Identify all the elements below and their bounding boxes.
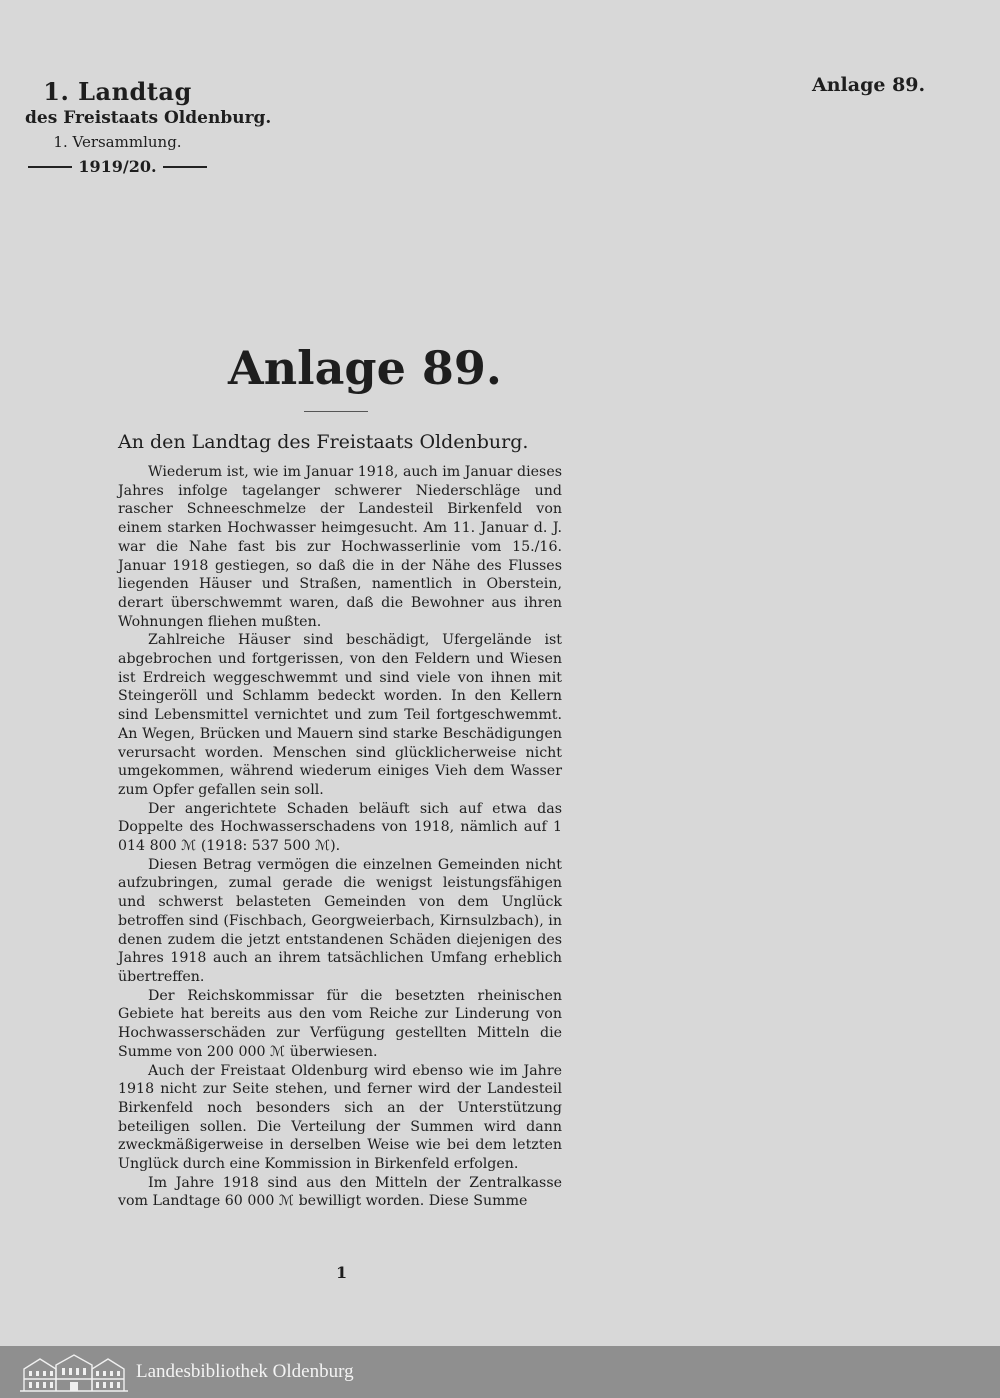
header-year-line <box>25 154 210 180</box>
header-year: 1919/20. <box>78 157 157 176</box>
paragraph: Im Jahre 1918 sind aus den Mitteln der Zentralkasse vom Landtage 60 000 ℳ bewilligt worden. Diese Summe <box>118 1174 562 1210</box>
paragraph: Auch der Freistaat Oldenburg wird ebenso wie im Jahre 1918 nicht zur Seite stehen, und ferner wird der Landesteil Birkenfeld noch besonders sich an der Unterstützung beteiligen sollen. Die Verteilung der Summen wird dann zweckmäßigerweise in derselben Weise wie bei dem letzten Unglück durch eine Kommission in Birkenfeld erfolgen. <box>118 1062 562 1173</box>
paragraph: Diesen Betrag vermögen die einzelnen Gemeinden nicht aufzubringen, zumal gerade die wenigst leistungsfähigen und schwerst belasteten Gemeinden von dem Unglück betroffen sind (Fischbach, Georgweierbach, Kirnsulzbach), in denen zudem die jetzt entstandenen Schäden diejenigen des Jahres 1918 auch an ihrem tatsächlichen Umfang erheblich übertreffen. <box>118 856 562 985</box>
library-footer <box>0 1346 1000 1398</box>
header-versammlung: 1. Versammlung. <box>53 133 182 151</box>
header-dash-left <box>28 166 72 168</box>
library-name[interactable]: Landesbibliothek Oldenburg <box>136 1361 354 1382</box>
header-anlage: Anlage 89. <box>812 74 926 96</box>
header-landtag: 1. Landtag <box>43 77 192 106</box>
header-left-block <box>25 77 272 180</box>
title-divider <box>304 411 368 412</box>
paragraph: Der angerichtete Schaden beläuft sich auf etwa das Doppelte des Hochwasserschadens von 1918, nämlich auf 1 014 800 ℳ (1918: 537 500 ℳ). <box>118 800 562 855</box>
page-number: 1 <box>336 1263 348 1282</box>
library-building-icon <box>18 1351 130 1393</box>
paragraph: Zahlreiche Häuser sind beschädigt, Ufergelände ist abgebrochen und fortgerissen, von den Feldern und Wiesen ist Erdreich weggeschwemmt und sind viele von ihnen mit Steingeröll und Schlamm bedeckt worden. In den Kellern sind Lebensmittel vernichtet und zum Teil fortgeschwemmt. An Wegen, Brücken und Mauern sind starke Beschädigungen verursacht worden. Menschen sind glücklicherweise nicht umgekommen, während wiederum einiges Vieh dem Wasser zum Opfer gefallen sein soll. <box>118 632 562 798</box>
header-freistaat: des Freistaats Oldenburg. <box>25 108 272 128</box>
body-text <box>118 463 562 1211</box>
page-title: Anlage 89. <box>228 341 502 395</box>
paragraph: Der Reichskommissar für die besetzten rheinischen Gebiete hat bereits aus den vom Reiche zur Linderung von Hochwasserschäden zur Verfügung gestellten Mitteln die Summe von 200 000 ℳ überwiesen. <box>118 987 562 1060</box>
header-dash-right <box>163 166 207 168</box>
paragraph: Wiederum ist, wie im Januar 1918, auch im Januar dieses Jahres infolge tagelanger schwerer Niederschläge und rascher Schneeschmelze der Landesteil Birkenfeld von einem starken Hochwasser heimgesucht. Am 11. Januar d. J. war die Nahe fast bis zur Hochwasserlinie vom 15./16. Januar 1918 gestiegen, so daß die in der Nähe des Flusses liegenden Häuser und Straßen, namentlich in Oberstein, derart überschwemmt waren, daß die Bewohner aus ihren Wohnungen fliehen mußten. <box>118 464 562 630</box>
addressee-line: An den Landtag des Freistaats Oldenburg. <box>118 431 529 453</box>
